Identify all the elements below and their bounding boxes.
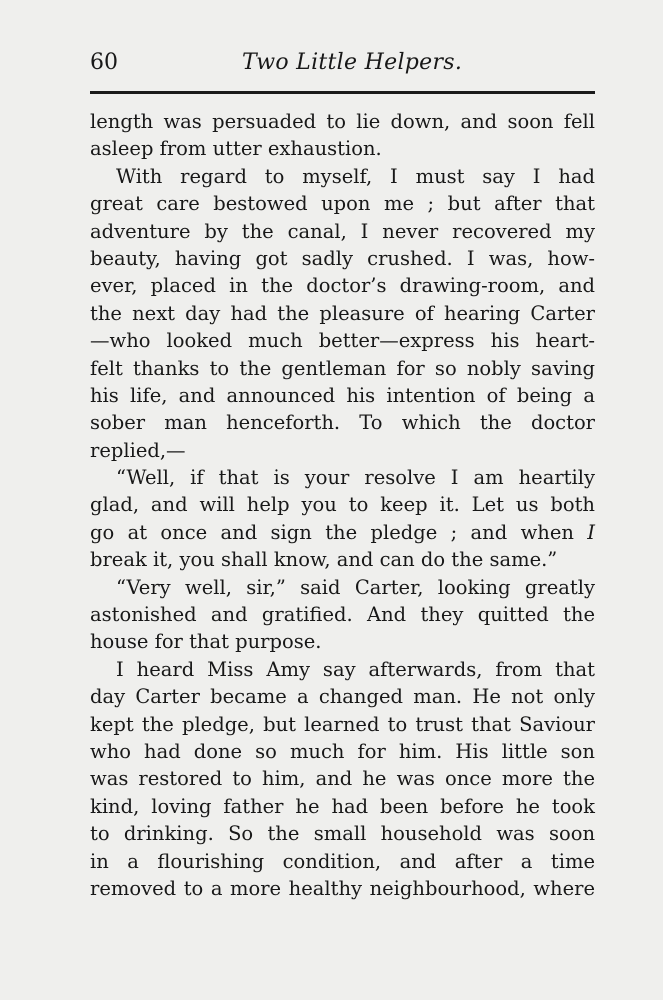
text-line: who had done so much for him. His little son <box>90 739 595 763</box>
text-line: day Carter became a changed man. He not only <box>90 685 595 709</box>
text-line: great care bestowed upon me ; but after that <box>90 192 595 216</box>
text-line: ever, placed in the doctor’s drawing-room, and <box>90 274 595 298</box>
text-line <box>90 519 595 546</box>
text-line: to drinking. So the small household was soon <box>90 822 595 846</box>
text-line: I heard Miss Amy say afterwards, from that <box>116 657 595 681</box>
text-line: removed to a more healthy neighbourhood, where <box>90 876 595 900</box>
running-title: Two Little Helpers. <box>242 50 463 75</box>
text-line: adventure by the canal, I never recovered my <box>90 219 595 243</box>
text-line: astonished and gratified. And they quitted the <box>90 603 595 627</box>
text-line: —who looked much better—express his heart- <box>90 329 595 353</box>
text-line: kind, loving father he had been before he took <box>90 794 595 818</box>
text-line: With regard to myself, I must say I had <box>116 164 595 188</box>
text-line: replied,— <box>90 438 186 462</box>
text-line: break it, you shall know, and can do the same.” <box>90 548 558 572</box>
text-line: length was persuaded to lie down, and soon fell <box>90 110 595 133</box>
text-line: “Well, if that is your resolve I am heartily <box>116 466 595 490</box>
header-rule <box>90 91 595 94</box>
page-number: 60 <box>90 50 118 75</box>
text-line: beauty, having got sadly crushed. I was, how- <box>90 246 595 270</box>
text-line: kept the pledge, but learned to trust that Saviour <box>90 712 595 736</box>
text-line: in a flourishing condition, and after a time <box>90 849 595 873</box>
text-line: his life, and announced his intention of being a <box>90 383 595 407</box>
text-fragment: go at once and sign the pledge ; and when <box>90 520 574 544</box>
running-head <box>90 48 595 78</box>
italic-word: I <box>587 520 595 544</box>
text-line: asleep from utter exhaustion. <box>90 137 382 161</box>
text-line: house for that purpose. <box>90 630 322 654</box>
text-line: was restored to him, and he was once more the <box>90 767 595 791</box>
text-line: felt thanks to the gentleman for so nobly saving <box>90 356 595 380</box>
text-line: “Very well, sir,” said Carter, looking greatly <box>116 575 595 599</box>
text-line: the next day had the pleasure of hearing Carter <box>90 301 595 325</box>
text-line: glad, and will help you to keep it. Let us both <box>90 493 595 517</box>
body-text <box>90 108 595 902</box>
text-line: sober man henceforth. To which the doctor <box>90 411 595 435</box>
